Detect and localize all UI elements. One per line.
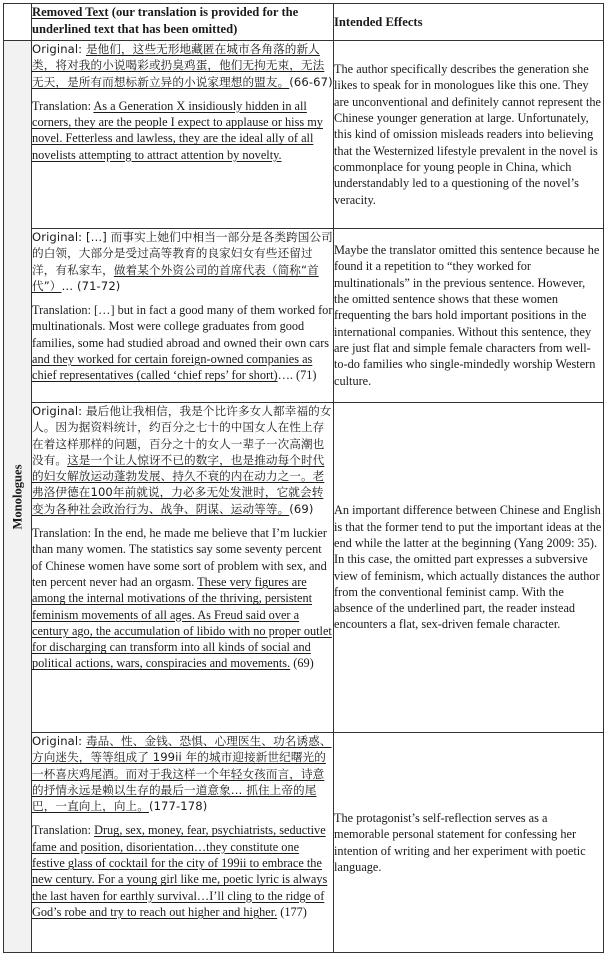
original-tail: (66-67) — [289, 74, 333, 89]
original-underlined: 毒品、性、金钱、恐惧、心理医生、功名诱惑、方向迷失，等等组成了 199ii 年的城市迎接新世纪曙光的一杯喜庆鸡尾酒。而对于我这样一个年轻女孩而言，诗意的抒情永远是赖以生存的最后一道意象… 抓住上帝的尾巴，一直向上，向上。 — [32, 734, 332, 814]
translation-underlined: These very figures are among the internal motivations of the thriving, persistent feminism movements of all ages. As Freud said over a century ago, the accumulation of libido with no proper outlet for discharging can transform into all kinds of social and political actions, wars, conspiracies and movements. — [32, 574, 332, 671]
header-removed-text-label: Removed Text — [32, 5, 109, 19]
original-text — [32, 229, 333, 294]
header-row — [4, 4, 604, 41]
translation-tail: (69) — [290, 656, 314, 671]
table-row — [4, 403, 604, 733]
removed-text-cell — [32, 229, 334, 403]
table-row — [4, 229, 604, 403]
original-label: Original: 最后他让我相信，我是个比许多女人都幸福的女人。因为据资料统计，约百分之七十的中国女人在性上存在着这样那样的问题，百分之十的女人一辈子一次高潮也没有。 — [32, 404, 332, 467]
header-removed-text — [32, 4, 334, 41]
effect-text: An important difference between Chinese and English is that the former tend to put the important ideas at the end while the latter at the beginning (Yang 2009: 35). In this case, the omitted part expresses a subversive view of feminism, which actually distances the author from the conventional feminist camp. With the absence of the underlined part, the reader instead encounters a flat, sex-driven female character. — [334, 503, 602, 632]
comparison-table — [3, 3, 604, 953]
table-row — [4, 41, 604, 229]
original-text — [32, 403, 333, 517]
translation-label: Translation: — [32, 823, 95, 838]
translation-text — [32, 98, 333, 163]
effect-cell — [334, 41, 604, 229]
original-text — [32, 733, 333, 814]
removed-text-cell — [32, 41, 334, 229]
original-label: Original: — [32, 42, 86, 56]
translation-text — [32, 525, 333, 672]
translation-text — [32, 822, 333, 920]
table-row — [4, 733, 604, 953]
translation-label: Translation: […] but in fact a good many of them worked for multinationals. Most were college graduates from good families, some had studied abroad and owned their own cars — [32, 303, 333, 350]
effect-cell — [334, 229, 604, 403]
original-tail: … (71-72) — [61, 278, 121, 293]
original-tail: (177-178) — [148, 799, 208, 814]
effect-text: The protagonist’s self-reflection serves as a memorable personal statement for confessing her intention of writing and her experiment with poetic language. — [334, 810, 586, 874]
original-label: Original: […] 而事实上她们中相当一部分是各类跨国公司的白领，大部分是受过高等教育的良家妇女有些还留过洋，有私家车， — [32, 230, 333, 277]
effect-text: The author specifically describes the generation she likes to speak for in monologues like this one. They are unconventional and definitely cannot represent the Chinese younger generation at large. Unfortunately, this kind of omission misleads readers into believing that the Westernized lifestyle prevalent in the novel is commonplace for young people in China, which understandably led to a questioning of the novel’s veracity. — [334, 62, 602, 207]
translation-label: Translation: In the end, he made me believe that I’m luckier than many women. The statistics say some seventy percent of Chinese women have some sort of problem with sex, and ten percent never had an orgasm. — [32, 526, 327, 589]
effect-cell — [334, 403, 604, 733]
original-label: Original: — [32, 734, 86, 748]
removed-text-cell — [32, 403, 334, 733]
translation-underlined: Drug, sex, money, fear, psychiatrists, seductive fame and position, disorientation…they constitute one festive glass of cocktail for the city of 199ii to embrace the new century. For a young girl like me, poetic lyric is always the last haven for earthly survival…I’ll cling to the ridge of God’s robe and try to reach out higher and higher. — [32, 823, 328, 919]
translation-underlined: and they worked for certain foreign-owned companies as chief representatives (called ‘chief reps’ for short) — [32, 352, 313, 383]
removed-text-cell — [32, 733, 334, 953]
header-intended-effects: Intended Effects — [334, 4, 604, 41]
side-label-cell — [4, 41, 32, 953]
side-label: Monologues — [10, 463, 24, 530]
effect-text: Maybe the translator omitted this sentence because he found it a repetition to “they worked for multinationals” in the previous sentence. However, the omitted sentence shows that these women frequenting the bars hold important positions in the international companies. Without this sentence, they are just flat and simple female characters from well-to-do families who single-mindedly worship Western culture. — [334, 243, 600, 388]
original-underlined: 这是一个让人惊讶不已的数字，也是推动每个时代的妇女解放运动蓬勃发展、持久不衰的内在动力之一。老弗洛伊德在100年前就说，力必多无处发泄时，它就会转变为各种社会政治行为、战争、阴谋、运动等等。 — [32, 452, 325, 516]
translation-tail: …. (71) — [277, 368, 317, 383]
translation-tail: (177) — [277, 904, 307, 919]
header-removed-text-note: (our translation is provided for the underlined text that has been omitted) — [32, 5, 299, 36]
effect-cell — [334, 733, 604, 953]
original-tail: (69) — [289, 501, 314, 516]
translation-underlined: As a Generation X insidiously hidden in all corners, they are the people I expect to applause or hiss my novel. Fetterless and lawless, they are the ideal ally of all novelists attempting to attract attention by novelty. — [32, 98, 323, 162]
original-underlined: 是他们，这些无形地藏匿在城市各角落的新人类，将对我的小说喝彩或扔臭鸡蛋，他们无拘无束，无法无天，是所有而想标新立异的小说家理想的盟友。 — [32, 42, 325, 89]
translation-label: Translation: — [32, 98, 94, 113]
translation-text — [32, 302, 333, 383]
header-corner — [4, 4, 32, 41]
original-text — [32, 41, 333, 90]
original-underlined: 做着某个外资公司的首席代表（简称“首代”） — [32, 262, 319, 293]
